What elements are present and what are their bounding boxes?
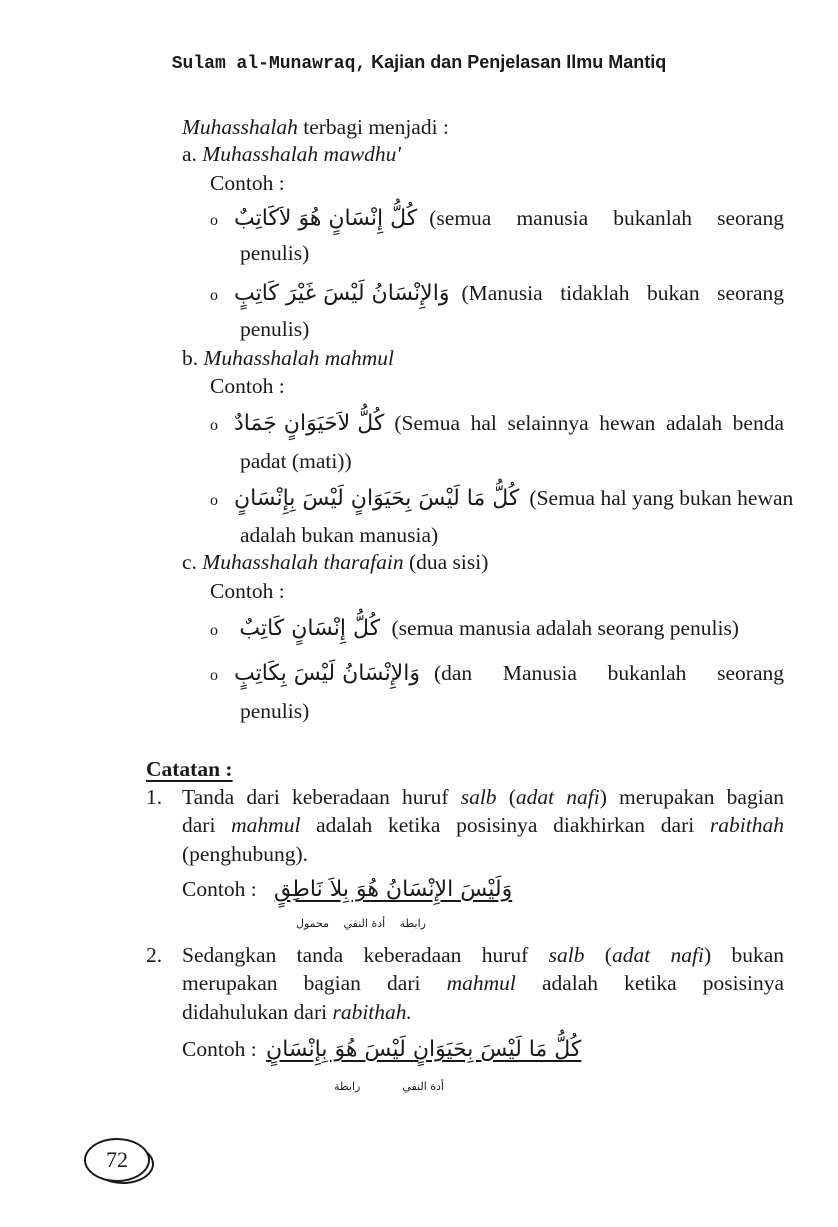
page-number-label: 72: [106, 1147, 128, 1172]
text: (: [584, 943, 612, 967]
section-marker: a.: [182, 142, 197, 166]
example-cont: padat (mati)): [240, 449, 352, 473]
bullet-icon: o: [210, 287, 218, 304]
note-number: 2.: [146, 943, 163, 967]
tag-label: رابطة: [334, 1080, 361, 1093]
example-text: (Manusia tidaklah bukan seorang: [461, 281, 784, 305]
arabic-example: كُلُّ إِنْسَانٍ هُوَ لاَكَاتِبٌ: [234, 206, 418, 231]
term: adat nafi: [515, 785, 600, 809]
example-row: [210, 615, 739, 644]
example-row: [210, 410, 784, 439]
note1-contoh: [182, 876, 512, 903]
example-text: (semua manusia bukanlah seorang: [429, 206, 784, 230]
example-row: [210, 660, 784, 689]
example-row: [210, 205, 784, 234]
bullet-icon: o: [210, 417, 218, 434]
section-c-title: [182, 549, 488, 575]
example-cont: penulis): [240, 699, 310, 723]
text: ) bukan: [703, 943, 784, 967]
note1-tags: [296, 917, 426, 930]
tag-label: محمول: [296, 917, 330, 930]
note2-line-1: [182, 942, 784, 968]
contoh-label: Contoh :: [182, 877, 257, 901]
tag-label: أدة النفي: [402, 1080, 444, 1093]
intro-line: [182, 114, 449, 140]
arabic-example: كُلُّ لاَحَيَوَانٍ جَمَادٌ: [234, 411, 385, 436]
term: rabithah: [709, 813, 784, 837]
section-marker: b.: [182, 346, 199, 370]
text: dari: [182, 813, 232, 837]
text: Tanda dari keberadaan huruf: [182, 785, 461, 809]
text: adalah ketika posisinya diakhirkan dari: [300, 813, 710, 837]
example-cont: penulis): [240, 241, 310, 265]
bullet-icon: o: [210, 212, 218, 229]
example-cont: adalah bukan manusia): [240, 523, 439, 547]
arabic-example: وَالإِنْسَانُ لَيْسَ بِكَاتِبٍ: [234, 661, 420, 686]
term: adat nafi: [611, 943, 704, 967]
page-number: [84, 1138, 150, 1182]
intro-rest: terbagi menjadi :: [297, 115, 449, 139]
term: mahmul: [231, 813, 301, 837]
arabic-example: كُلُّ مَا لَيْسَ بِحَيَوَانٍ لَيْسَ هُوَ بِإِنْسَانٍ: [266, 1037, 582, 1062]
example-text: (Semua hal selainnya hewan adalah benda: [394, 411, 784, 435]
term: salb: [548, 943, 585, 967]
arabic-example: كُلُّ إِنْسَانٍ كَاتِبٌ: [239, 616, 381, 641]
note2-line-3: [182, 999, 412, 1025]
contoh-label: Contoh :: [182, 1037, 257, 1061]
header-title-rest: Kajian dan Penjelasan Ilmu Mantiq: [366, 52, 667, 72]
section-c-contoh: Contoh :: [210, 579, 285, 603]
arabic-example: كُلُّ مَا لَيْسَ بِحَيَوَانٍ لَيْسَ بِإِنْسَانٍ: [234, 486, 520, 511]
note1-line-1: [182, 784, 784, 810]
section-title: Muhasshalah mawdhu': [202, 142, 402, 166]
section-title: Muhasshalah mahmul: [203, 346, 395, 370]
bullet-icon: o: [210, 622, 218, 639]
example-text: (dan Manusia bukanlah seorang: [433, 661, 784, 685]
text: didahulukan dari: [182, 1000, 333, 1024]
section-a-title: [182, 141, 401, 167]
note2-line-2: [182, 970, 784, 996]
section-a-contoh: Contoh :: [210, 171, 285, 195]
tag-label: رابطة: [399, 917, 426, 930]
section-marker: c.: [182, 550, 197, 574]
catatan-heading: Catatan :: [146, 757, 233, 781]
arabic-example: وَالإِنْسَانُ لَيْسَ غَيْرَ كَاتِبٍ: [234, 281, 450, 306]
example-text: (Semua hal yang bukan hewan: [529, 486, 794, 510]
note1-line-2: [182, 812, 784, 838]
section-title-suffix: (dua sisi): [403, 550, 489, 574]
note-number: 1.: [146, 785, 163, 809]
text: adalah ketika posisinya: [515, 971, 785, 995]
section-b-title: [182, 345, 394, 371]
bullet-icon: o: [210, 667, 218, 684]
example-text: (semua manusia adalah seorang penulis): [391, 616, 739, 640]
example-row: [210, 485, 794, 514]
running-header: [0, 52, 838, 74]
intro-term: Muhasshalah: [182, 115, 298, 139]
example-row: [210, 280, 784, 309]
tag-label: أدة النفي: [343, 917, 386, 930]
bullet-icon: o: [210, 492, 218, 509]
term: mahmul: [446, 971, 516, 995]
term: salb: [460, 785, 497, 809]
note1-line-3: (penghubung).: [182, 842, 308, 866]
text: Sedangkan tanda keberadaan huruf: [182, 943, 549, 967]
header-title-mono: Sulam al-Munawraq,: [171, 54, 367, 74]
arabic-example: وَلَيْسَ الإِنْسَانُ هُوَ بِلاَ نَاطِقٍ: [274, 877, 513, 902]
text: ) merupakan bagian: [599, 785, 784, 809]
note2-contoh: [182, 1036, 581, 1063]
section-b-contoh: Contoh :: [210, 374, 285, 398]
term: rabithah.: [332, 1000, 412, 1024]
text: merupakan bagian dari: [182, 971, 447, 995]
text: (: [496, 785, 516, 809]
note2-tags: [334, 1080, 444, 1093]
section-title: Muhasshalah tharafain: [202, 550, 404, 574]
example-cont: penulis): [240, 317, 310, 341]
